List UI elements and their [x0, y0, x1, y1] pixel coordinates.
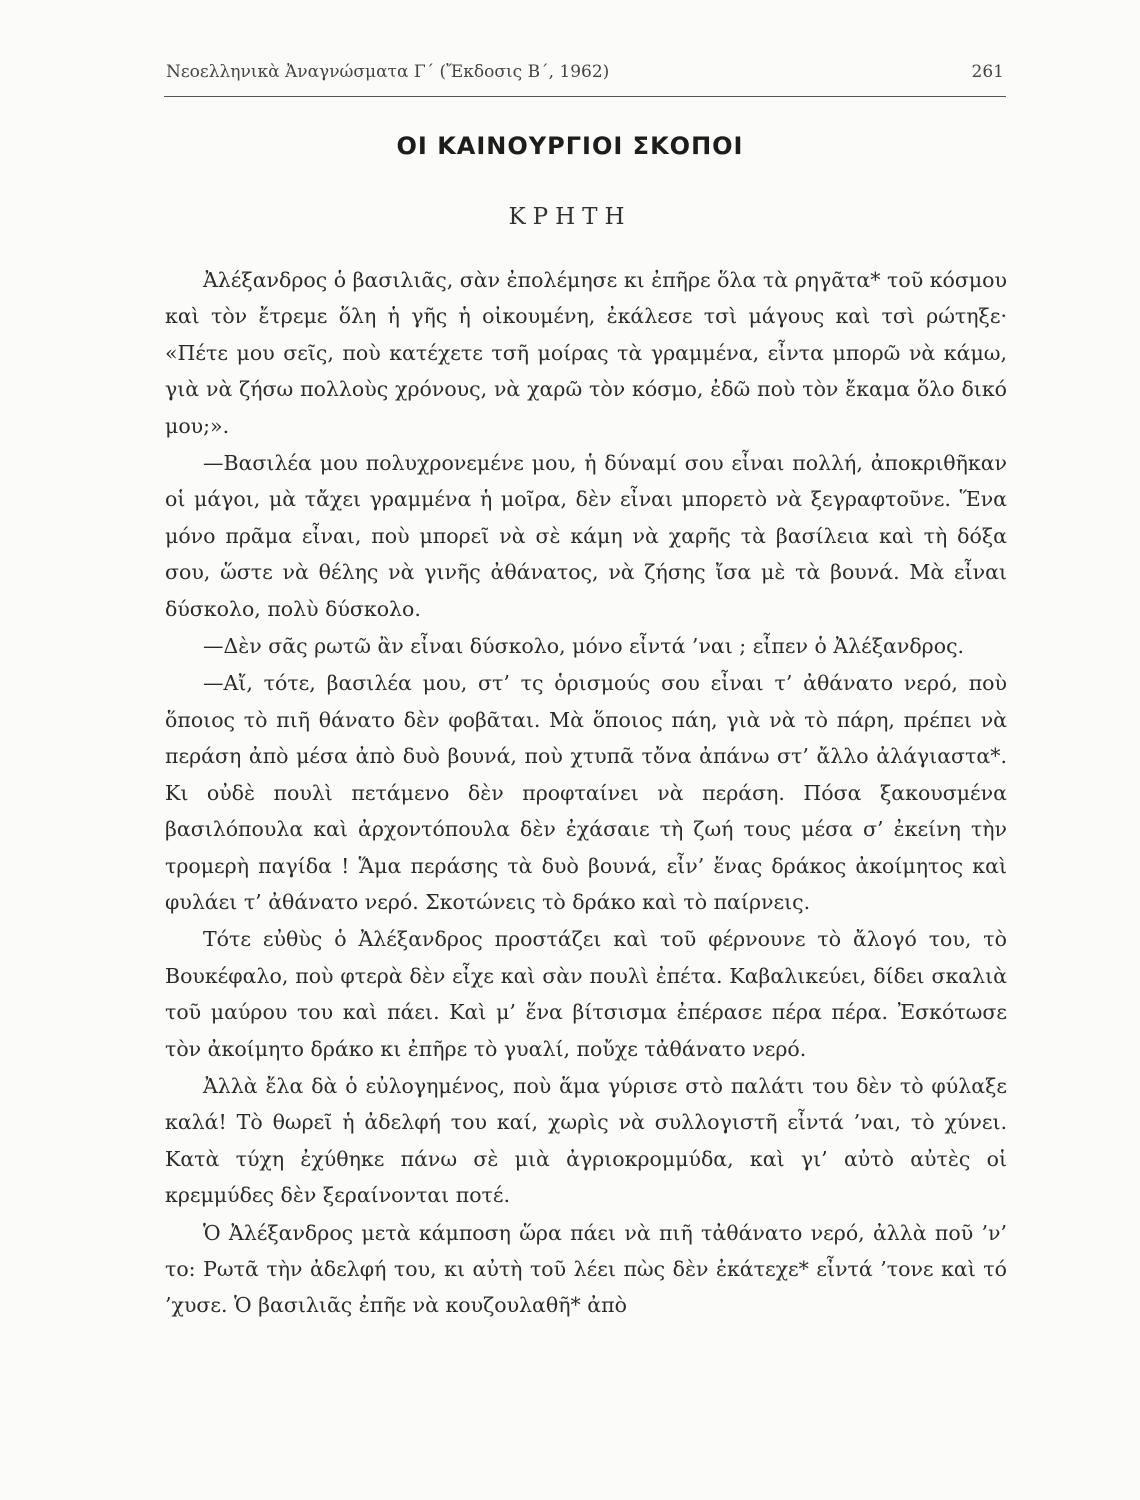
paragraph-4: —Αἴ, τότε, βασιλέα μου, στ’ τς ὁρισμούς σου εἶναι τ’ ἀθάνατο νερό, ποὺ ὅποιος τὸ πιῆ θάνατο δὲν φοβᾶται. Μὰ ὅποιος πάη, γιὰ νὰ τὸ πάρη, πρέπει νὰ περάση ἀπὸ μέσα ἀπὸ δυὸ βουνά, ποὺ χτυπᾶ τὄνα ἀπάνω στ’ ἄλλο ἀλάγιαστα*. Κι οὐδὲ πουλὶ πετάμενο δὲν προφταίνει νὰ περάση. Πόσα ξακουσμένα βασιλόπουλα καὶ ἀρχοντόπουλα δὲν ἐχάσαιε τὴ ζωή τους μέσα σ’ ἐκείνη τὴν τρομερὴ παγίδα ! Ἅμα περάσης τὰ δυὸ βουνά, εἶν’ ἕνας δράκος ἀκοίμητος καὶ φυλάει τ’ ἀθάνατο νερό. Σκοτώνεις τὸ δράκο καὶ τὸ παίρνεις.	[165, 671, 1007, 914]
paragraph-2: —Βασιλέα μου πολυχρονεμένε μου, ἡ δύναμί σου εἶναι πολλή, ἀποκριθῆκαν οἱ μάγοι, μὰ τἄχει γραμμένα ἡ μοῖρα, δὲν εἶναι μπορετὸ νὰ ξεγραφτοῦνε. Ἕνα μόνο πρᾶμα εἶναι, ποὺ μπορεῖ νὰ σὲ κάμη νὰ χαρῆς τὰ βασίλεια καὶ τὴ δόξα σου, ὥστε νὰ θέλης νὰ γινῆς ἀθάνατος, νὰ ζήσης ἴσα μὲ τὰ βουνά. Μὰ εἶναι δύσκολο, πολὺ δύσκολο.	[165, 451, 1007, 621]
page-number: 261	[971, 62, 1004, 82]
paragraph-3: —Δὲν σᾶς ρωτῶ ἂν εἶναι δύσκολο, μόνο εἶντά ’ναι ; εἶπεν ὁ Ἀλέξανδρος.	[203, 634, 965, 659]
paragraph-6: Ἀλλὰ ἔλα δὰ ὁ εὐλογημένος, ποὺ ἅμα γύρισε στὸ παλάτι του δὲν τὸ φύλαξε καλά! Τὸ θωρεῖ ἡ ἀδελφή του καί, χωρὶς νὰ συλλογιστῆ εἶντά ’ναι, τὸ χύνει. Κατὰ τύχη ἐχύθηκε πάνω σὲ μιὰ ἀγριοκρομμύδα, καὶ γι’ αὐτὸ αὐτὲς οἱ κρεμμύδες δὲν ξεραίνονται ποτέ.	[165, 1073, 1007, 1208]
page-subtitle: ΚΡΗΤΗ	[508, 204, 632, 230]
page-title: ΟΙ ΚΑΙΝΟΥΡΓΙΟΙ ΣΚΟΠΟΙ	[396, 132, 744, 160]
running-header	[166, 62, 1004, 82]
body-text	[165, 262, 1007, 1325]
running-title: Νεοελληνικὰ Ἀναγνώσματα Γ΄ (Ἔκδοσις Β΄, 1962)	[166, 62, 610, 82]
paragraph-5: Τότε εὐθὺς ὁ Ἀλέξανδρος προστάζει καὶ τοῦ φέρνουνε τὸ ἄλογό του, τὸ Βουκέφαλο, ποὺ φτερὰ δὲν εἶχε καὶ σὰν πουλὶ ἐπέτα. Καβαλικεύει, δίδει σκαλιὰ τοῦ μαύρου του καὶ πάει. Καὶ μ’ ἕνα βίτσισμα ἐπέρασε πέρα πέρα. Ἐσκότωσε τὸν ἀκοίμητο δράκο κι ἐπῆρε τὸ γυαλί, ποὔχε τἀθάνατο νερό.	[165, 927, 1007, 1061]
paragraph-1: Ἀλέξανδρος ὁ βασιλιᾶς, σὰν ἐπολέμησε κι ἐπῆρε ὅλα τὰ ρηγᾶτα* τοῦ κόσμου καὶ τὸν ἔτρεμε ὅλη ἡ γῆς ἡ οἰκουμένη, ἐκάλεσε τσὶ μάγους καὶ τσὶ ρώτηξε· «Πέτε μου σεῖς, ποὺ κατέχετε τσῆ μοίρας τὰ γραμμένα, εἶντα μπορῶ νὰ κάμω, γιὰ νὰ ζήσω πολλοὺς χρόνους, νὰ χαρῶ τὸν κόσμο, ἐδῶ ποὺ τὸν ἔκαμα ὅλο δικό μου;».	[165, 268, 1007, 438]
header-rule	[164, 96, 1006, 97]
paragraph-7: Ὁ Ἀλέξανδρος μετὰ κάμποση ὥρα πάει νὰ πιῆ τἀθάνατο νερό, ἀλλὰ ποῦ ’ν’ το: Ρωτᾶ τὴν ἀδελφή του, κι αὐτὴ τοῦ λέει πὼς δὲν ἐκάτεχε* εἶντά ’τονε καὶ τό ’χυσε. Ὁ βασιλιᾶς ἐπῆε νὰ κουζουλαθῆ* ἀπὸ	[165, 1220, 1007, 1318]
